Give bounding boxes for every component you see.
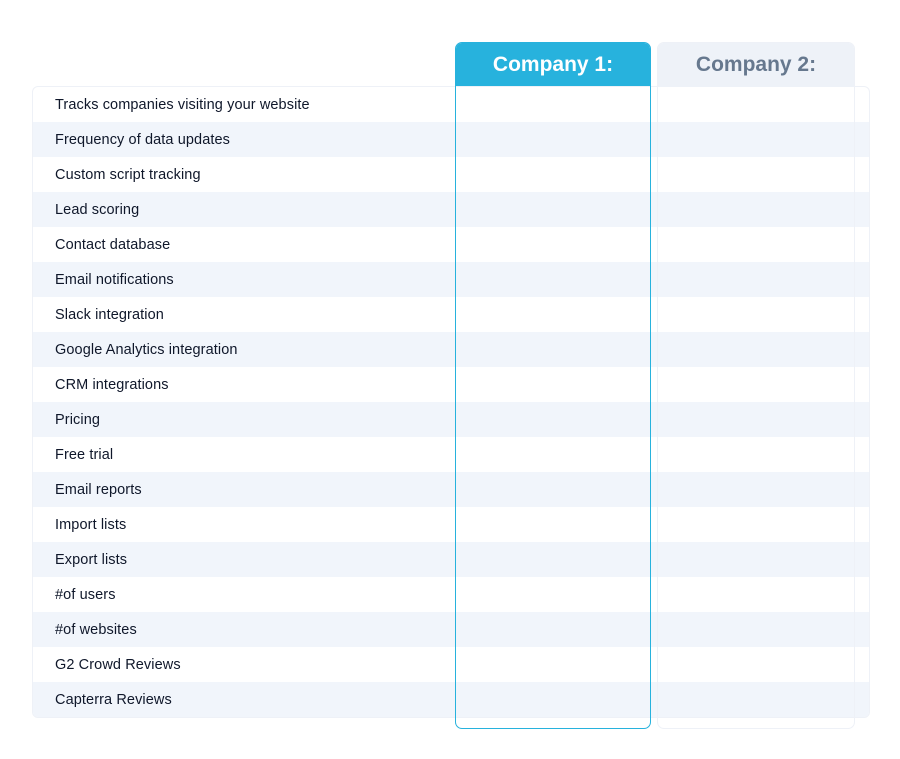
feature-label: Slack integration [55, 306, 164, 323]
feature-label: Import lists [55, 516, 127, 533]
feature-label: Google Analytics integration [55, 341, 238, 358]
feature-label: Email reports [55, 481, 142, 498]
feature-label: #of websites [55, 621, 137, 638]
feature-label: Custom script tracking [55, 166, 201, 183]
feature-label: Tracks companies visiting your website [55, 96, 310, 113]
feature-label: Capterra Reviews [55, 691, 172, 708]
feature-label: #of users [55, 586, 116, 603]
company-2-header: Company 2: [658, 43, 854, 87]
feature-label: Email notifications [55, 271, 174, 288]
feature-label: Contact database [55, 236, 171, 253]
company-1-header: Company 1: [456, 43, 650, 86]
feature-label: Free trial [55, 446, 114, 463]
feature-label: G2 Crowd Reviews [55, 656, 181, 673]
feature-label: CRM integrations [55, 376, 169, 393]
feature-label: Pricing [55, 411, 101, 428]
company-2-column [657, 42, 855, 729]
feature-label: Frequency of data updates [55, 131, 231, 148]
feature-label: Export lists [55, 551, 128, 568]
feature-label: Lead scoring [55, 201, 140, 218]
company-1-column [455, 42, 651, 729]
